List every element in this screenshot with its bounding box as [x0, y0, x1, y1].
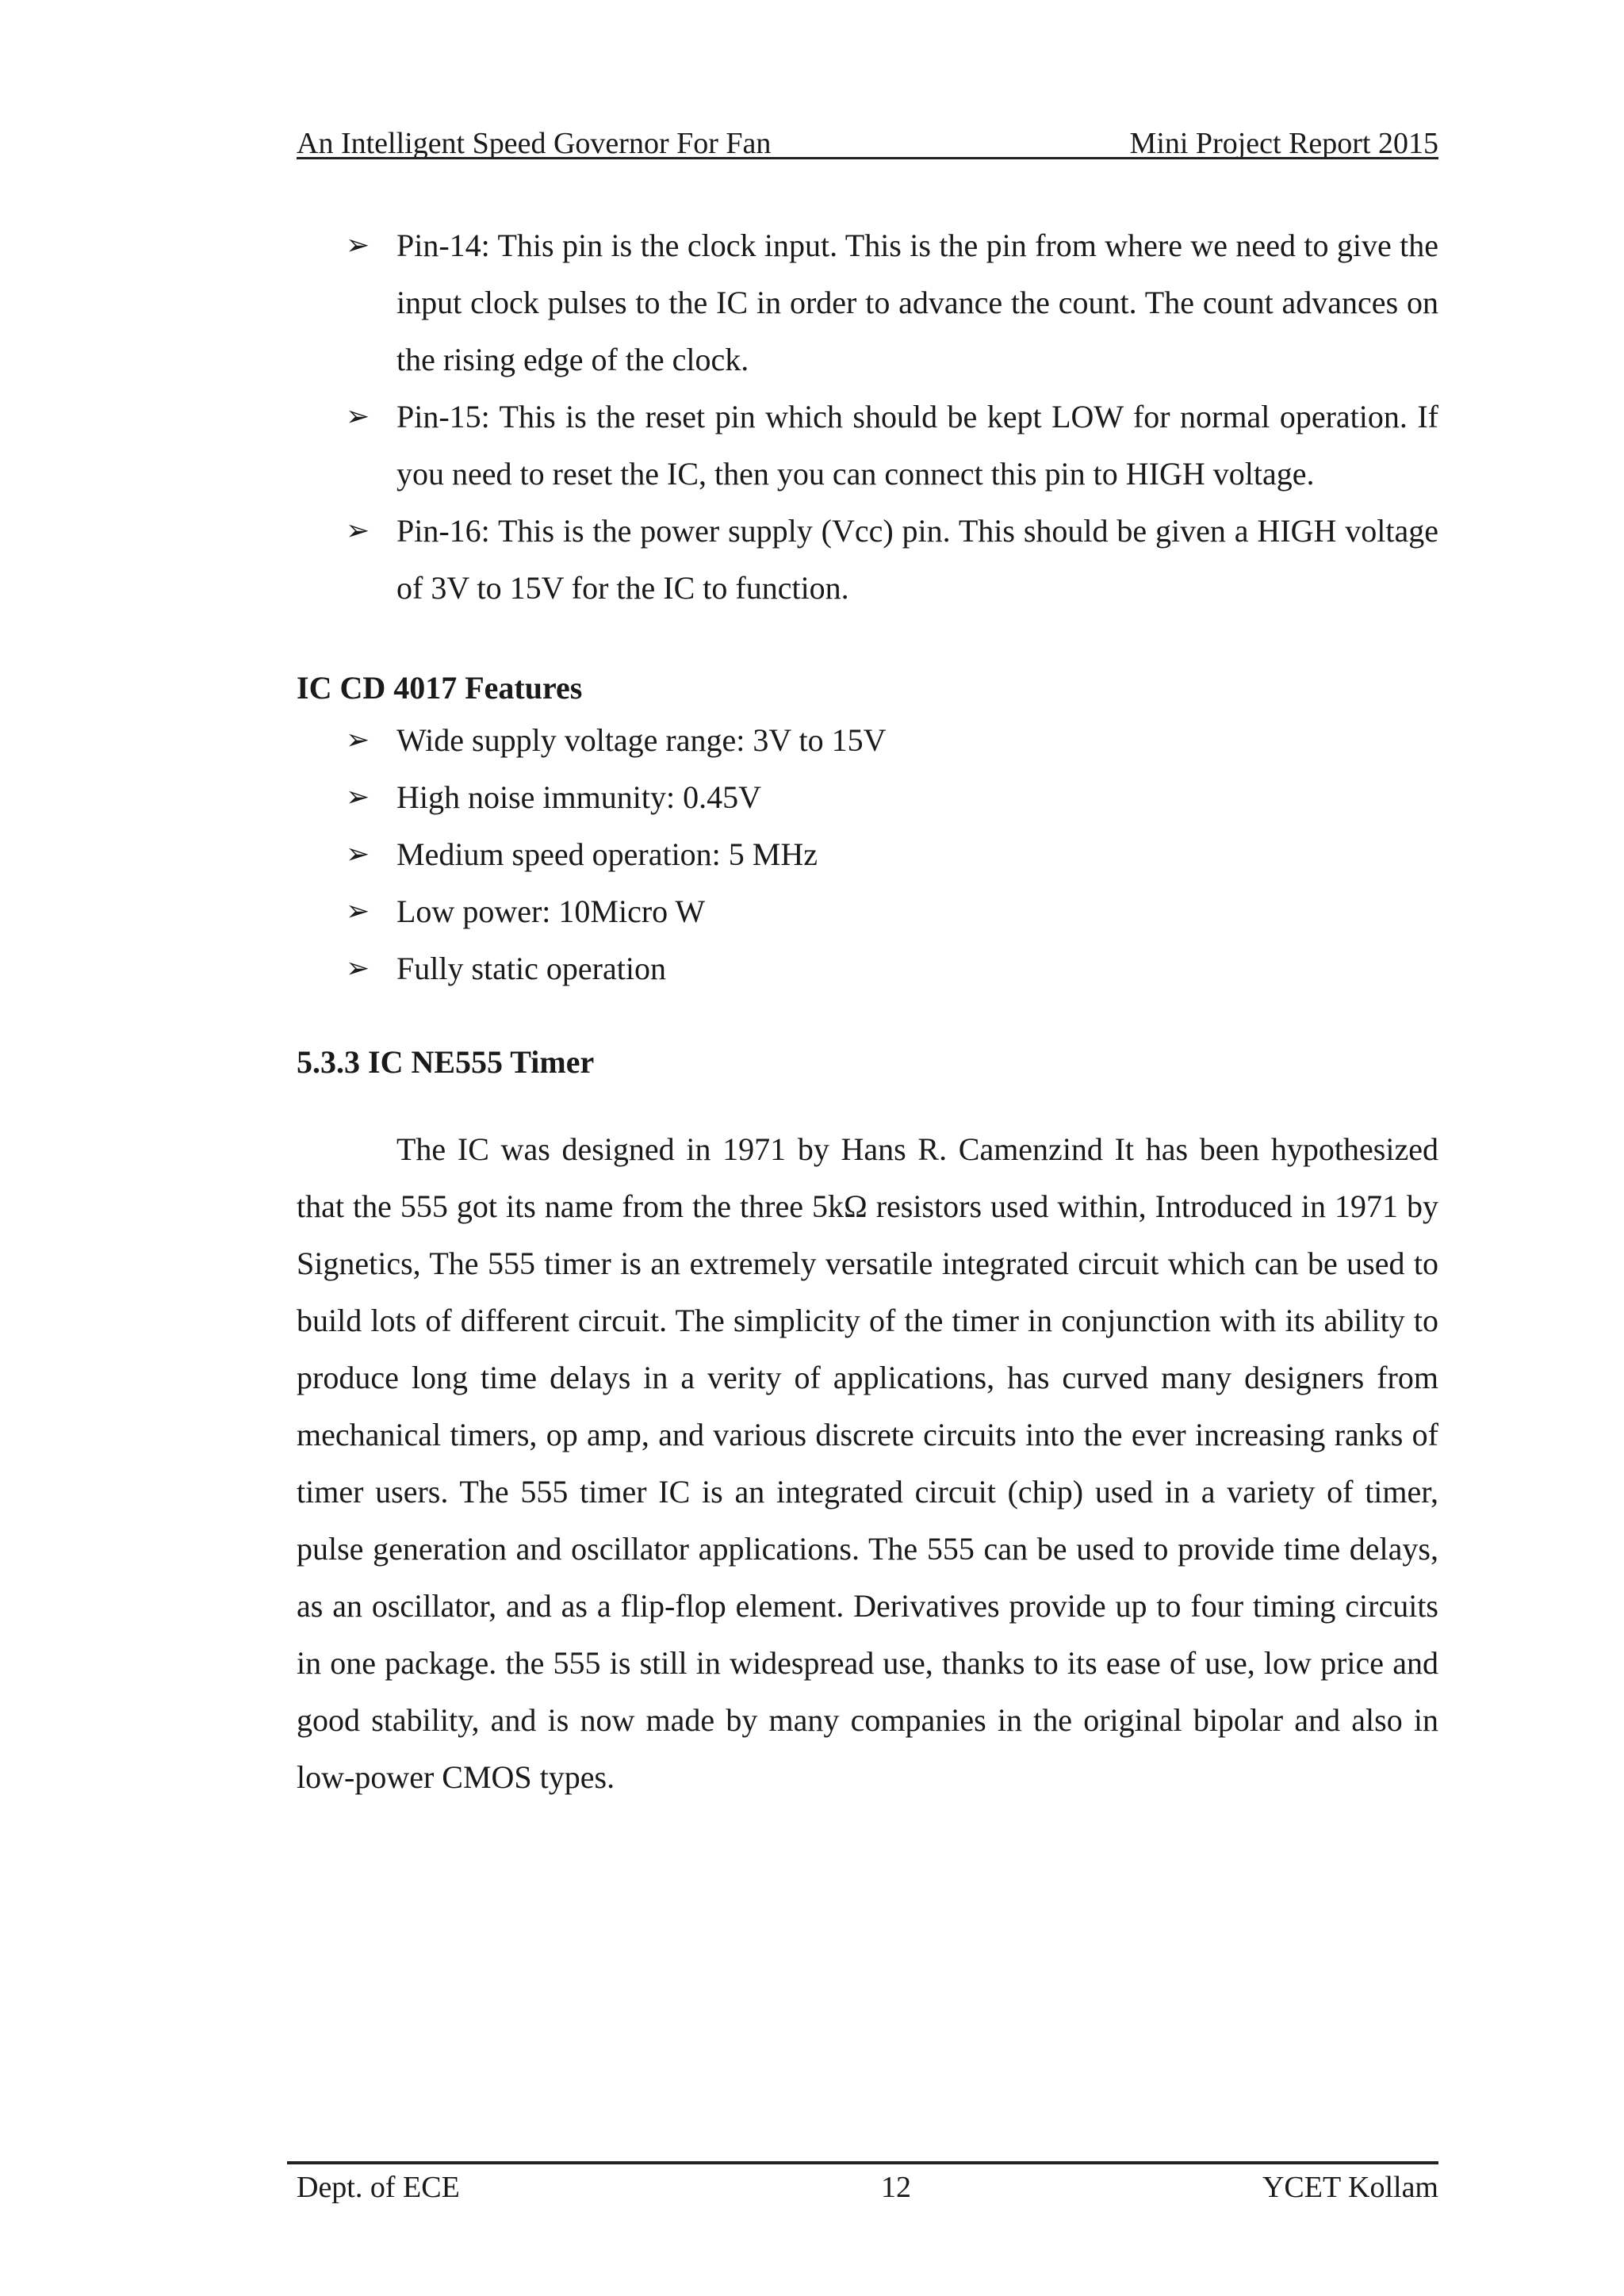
arrow-bullet-icon: ➢ [346, 515, 370, 547]
arrow-bullet-icon: ➢ [346, 895, 370, 928]
list-item: ➢ Pin-16: This is the power supply (Vcc) pin. This should be given a HIGH voltage of 3V to 15V for the IC to function. [297, 503, 1438, 617]
arrow-bullet-icon: ➢ [346, 838, 370, 871]
section-heading: 5.3.3 IC NE555 Timer [297, 1044, 595, 1080]
arrow-bullet-icon: ➢ [346, 400, 370, 433]
arrow-bullet-icon: ➢ [346, 781, 370, 813]
header-rule [297, 157, 1438, 159]
page-footer [297, 2172, 1438, 2212]
list-item: ➢ Medium speed operation: 5 MHz [297, 826, 1438, 883]
list-item: ➢ Wide supply voltage range: 3V to 15V [297, 712, 1438, 769]
arrow-bullet-icon: ➢ [346, 229, 370, 262]
page-number: 12 [881, 2171, 911, 2204]
section-paragraph: The IC was designed in 1971 by Hans R. Camenzind It has been hypothesized that the 555 got its name from the three 5kΩ resistors used within, Introduced in 1971 by Signetics, The 555 timer is an extremely versatile integrated circuit which can be used to build lots of different circuit. The simplicity of the timer in conjunction with its ability to produce long time delays in a verity of applications, has curved many designers from mechanical timers, op amp, and various discrete circuits into the ever increasing ranks of timer users. The 555 timer IC is an integrated circuit (chip) used in a variety of timer, pulse generation and oscillator applications. The 555 can be used to provide time delays, as an oscillator, and as a flip-flop element. Derivatives provide up to four timing circuits in one package. the 555 is still in widespread use, thanks to its ease of use, low price and good stability, and is now made by many companies in the original bipolar and also in low-power CMOS types. [297, 1131, 1438, 1795]
pin-description-list [297, 217, 1438, 617]
list-item: ➢ Pin-14: This pin is the clock input. This is the pin from where we need to give the input clock pulses to the IC in order to advance the count. The count advances on the rising edge of the clock. [297, 217, 1438, 388]
features-list [297, 712, 1438, 997]
header-report-label: Mini Project Report 2015 [1129, 127, 1438, 160]
list-item: ➢ Fully static operation [297, 940, 1438, 997]
footer-college: YCET Kollam [1262, 2171, 1438, 2204]
arrow-bullet-icon: ➢ [346, 952, 370, 985]
header-title: An Intelligent Speed Governor For Fan [297, 127, 772, 160]
list-item: ➢ High noise immunity: 0.45V [297, 769, 1438, 826]
footer-rule [287, 2161, 1438, 2164]
arrow-bullet-icon: ➢ [346, 724, 370, 756]
page-header [297, 119, 1438, 159]
list-item: ➢ Low power: 10Micro W [297, 883, 1438, 940]
features-heading: IC CD 4017 Features [297, 670, 583, 706]
footer-department: Dept. of ECE [297, 2171, 460, 2204]
list-item: ➢ Pin-15: This is the reset pin which should be kept LOW for normal operation. If you need to reset the IC, then you can connect this pin to HIGH voltage. [297, 388, 1438, 503]
